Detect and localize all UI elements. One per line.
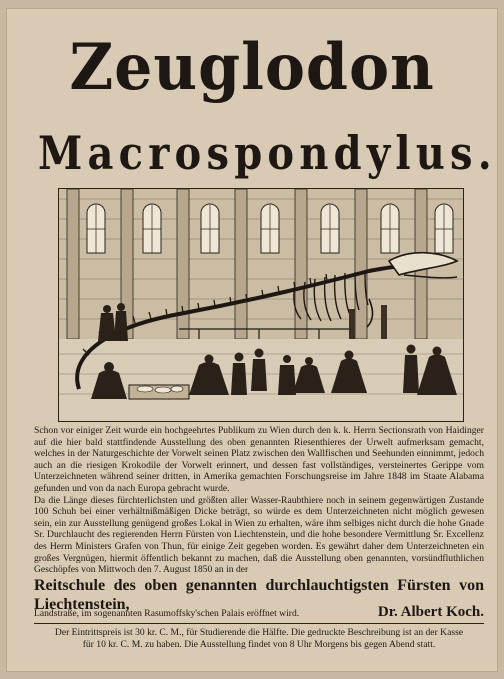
location-signature-row: [34, 606, 484, 622]
poster-subtitle: Macrospondylus.: [37, 126, 497, 180]
footer-line-2: für 10 kr. C. M. zu haben. Die Ausstellung findet von 8 Uhr Morgens bis gegen Abend statt.: [82, 639, 436, 650]
poster-footer: [34, 627, 484, 651]
body-paragraph-2: Da die Länge dieses fürchterlichsten und größten aller Wasser-Raubthiere noch in seinem gegenwärtigen Zustande 100 Schuh bei einer verhältnißmäßigen Dicke beträgt, so würde es dem Unterzeichneten nicht möglich gewesen sein, ein zur Ausstellung genügend großes Lokal in Wien zu erhalten, wäre ihm selbiges nicht durch die hohe Gnade Sr. Durchlaucht des regierenden Herrn Fürsten von Liechtenstein, und die hohe besondere Vermittlung Sr. Excellenz des Herrn Ministers Grafen von Thun, für einige Zeit gegeben worden. Es gewährt daher dem Unterzeichneten ein großes Vergnügen, hiermit öffentlich bekannt zu machen, daß die Ausstellung oben genannten, vorsündfluthlichen Geschöpfes von Mittwoch den 7. August 1850 an in der: [34, 494, 484, 576]
skeleton-illustration: [58, 188, 464, 422]
footer-divider: [34, 623, 484, 624]
museum-hall-engraving: [59, 189, 463, 421]
body-paragraph-1: Schon vor einiger Zeit wurde ein hochgeehrtes Publikum zu Wien durch den k. k. Herrn Sectionsrath von Haidinger auf die hier bald stattfindende Ausstellung des oben genannten Riesenthieres der Urwelt aufmerksam gemacht, welches in der Naturgeschichte der Vorwelt seinen Platz zwischen den Wallfischen und Seehunden einnimmt, jedoch auch an die riesigen Krokodile der Vorwelt erinnert, und dessen fast vollständiges, versteinertes Gerippe vom Unterzeichneten während seiner dritten, in Amerika gemachten Forschungsreise im Jahre 1848 im Staate Alabama gefunden und von da nach Europa gebracht wurde.: [34, 425, 484, 494]
reitschule-line: Reitschule des oben genannten durchlauchtigsten Fürsten von Liechtenstein,: [34, 576, 484, 613]
signature: Dr. Albert Koch.: [377, 604, 484, 620]
poster-body: [34, 425, 484, 614]
footer-line-1: Der Eintrittspreis ist 30 kr. C. M., für Studierende die Hälfte. Die gedruckte Beschreibung ist an der Kasse: [54, 627, 464, 638]
poster-title: Zeuglodon: [69, 30, 435, 105]
location-line: Landstraße, im sogenannten Rasumoffsky'schen Palais eröffnet wird.: [34, 608, 300, 619]
poster-sheet: [6, 8, 498, 672]
